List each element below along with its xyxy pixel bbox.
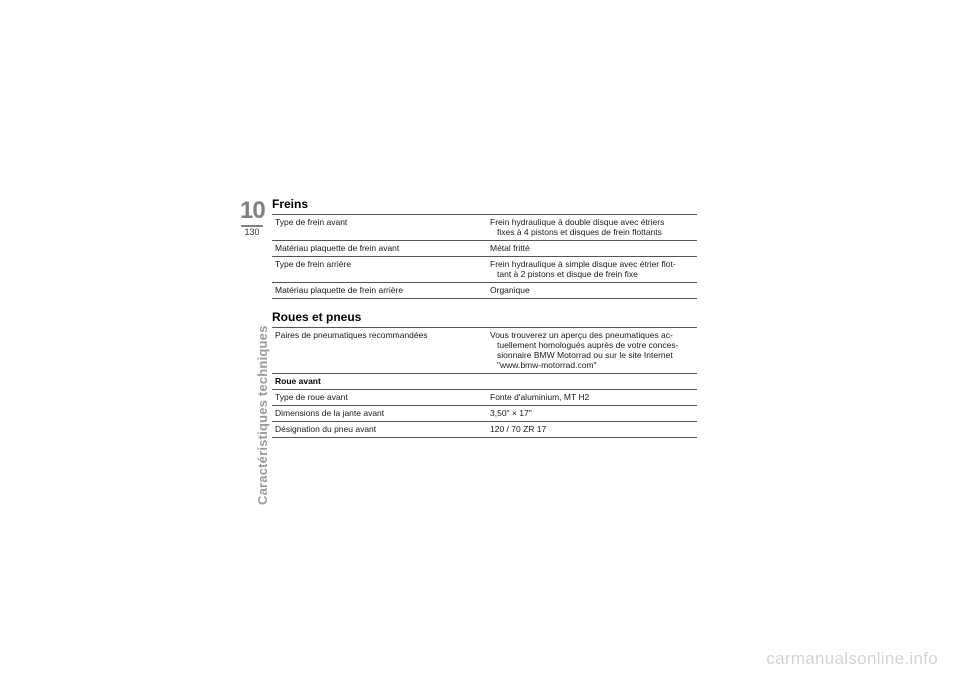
table-row — [272, 390, 697, 406]
watermark: carmanualsonline.info — [766, 649, 938, 668]
row-label: Paires de pneumatiques recommandées — [272, 328, 486, 374]
subheading-roue-avant: Roue avant — [272, 374, 697, 390]
row-label: Dimensions de la jante avant — [272, 406, 486, 422]
row-label: Type de frein arrière — [272, 257, 486, 283]
row-value: 3,50" × 17" — [486, 406, 697, 422]
row-label: Type de frein avant — [272, 215, 486, 241]
table-row — [272, 257, 697, 283]
row-value — [486, 328, 697, 374]
value-line: Frein hydraulique à double disque avec étriers — [490, 217, 665, 227]
table-row — [272, 241, 697, 257]
row-value: Métal fritté — [486, 241, 697, 257]
row-value — [486, 215, 697, 241]
row-label: Désignation du pneu avant — [272, 422, 486, 438]
row-value — [486, 257, 697, 283]
table-row — [272, 283, 697, 299]
wheels-table — [272, 327, 697, 438]
value-line: Frein hydraulique à simple disque avec étrier flot- — [490, 259, 676, 269]
content-area — [272, 196, 697, 438]
row-label: Matériau plaquette de frein avant — [272, 241, 486, 257]
row-value: Organique — [486, 283, 697, 299]
value-line: fixes à 4 pistons et disques de frein flottants — [497, 227, 662, 237]
value-line: sionnaire BMW Motorrad ou sur le site Internet — [497, 350, 673, 360]
table-row — [272, 328, 697, 374]
section-heading-roues: Roues et pneus — [272, 310, 362, 324]
table-row — [272, 422, 697, 438]
page-number: 130 — [244, 227, 260, 237]
table-row — [272, 215, 697, 241]
row-value: 120 / 70 ZR 17 — [486, 422, 697, 438]
table-row — [272, 406, 697, 422]
value-line: tant à 2 pistons et disque de frein fixe — [497, 269, 638, 279]
chapter-number: 10 — [240, 197, 265, 224]
chapter-title-vertical: Caractéristiques techniques — [255, 325, 270, 505]
brakes-table — [272, 214, 697, 299]
section-heading-freins: Freins — [272, 197, 309, 211]
value-line: "www.bmw-motorrad.com" — [497, 360, 597, 370]
value-line: tuellement homologués auprès de votre conces- — [497, 340, 679, 350]
row-value: Fonte d'aluminium, MT H2 — [486, 390, 697, 406]
table-row — [272, 374, 697, 390]
row-label: Matériau plaquette de frein arrière — [272, 283, 486, 299]
value-line: Vous trouverez un aperçu des pneumatiques ac- — [490, 330, 673, 340]
row-label: Type de roue avant — [272, 390, 486, 406]
